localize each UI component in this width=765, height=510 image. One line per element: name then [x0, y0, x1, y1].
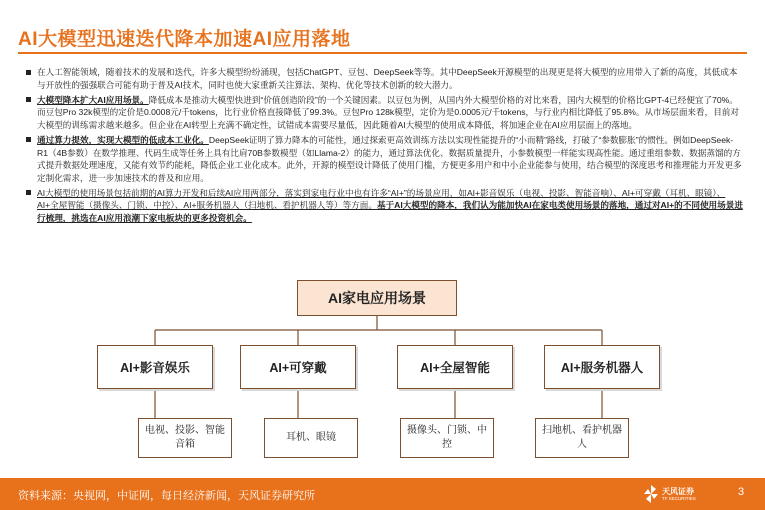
page-number: 3 — [738, 486, 745, 498]
footer-bar — [0, 478, 765, 510]
bullet-item — [26, 187, 744, 225]
leaf-box-wearable-items: 耳机、眼镜 — [264, 418, 358, 458]
bullet-square-icon — [26, 70, 31, 75]
bullet-list — [26, 66, 744, 227]
leaf-box-robot-items: 扫地机、看护机器人 — [535, 418, 629, 458]
bullet-text: AI大模型的使用场景包括前期的AI算力开发和后续AI应用两部分，落实到家电行业中也有许多“AI+”的场景应用，如AI+影音娱乐（电视、投影、智能音响）、AI+可穿戴（耳机、眼镜）、AI+全屋智能（摄像头、门锁、中控）、AI+服务机器人（扫地机、看护机器人等）等方面。 — [37, 187, 726, 211]
page-title: AI大模型迅速迭代降本加速AI应用落地 — [18, 29, 351, 50]
leaf-box-smart-home-items: 摄像头、门锁、中控 — [400, 418, 494, 458]
category-box-service-robot: AI+服务机器人 — [544, 345, 660, 389]
footer-source: 资料来源：央视网，中证网，每日经济新闻，天风证券研究所 — [18, 490, 315, 502]
bullet-square-icon — [26, 97, 31, 102]
category-box-wearable: AI+可穿戴 — [240, 345, 356, 389]
logo-name: 天风证券 — [662, 487, 694, 496]
bullet-square-icon — [26, 190, 31, 195]
diagram-root-box: AI家电应用场景 — [297, 280, 457, 316]
bullet-text: 降低成本是推动大模型快进到“价值创造阶段”的一个关键因素。以豆包为例，从国内外大模型价格的对比来看，国内大模型的价格比GPT-4已经便宜了70%。而豆包Pro 32k模型的定价是0.0008元/千tokens，比行业价格直接降低了99.3%。豆包Pro 128k模型，定价为是0.0005元/千tokens，与行业内相比降低了95.8%。从市场层面来看，目前对大模型的训练需求越来越多。但企业在AI转型上充满不确定性，试错成本需要尽量低，因此随着AI大模型的使用成本降低，将加速企业在AI应用层面上的落地。 — [37, 94, 739, 130]
bullet-text: 在人工智能领域，随着技术的发展和迭代，许多大模型纷纷涌现，包括ChatGPT、豆包、DeepSeek等等。其中DeepSeek开源模型的出现更是将大模型的应用带入了新的高度，其低成本与开放性的强强联合可能有助于普及AI技术，同时也使大家重新关注算法、架构、优化等技术创新的较大潜力。 — [37, 67, 738, 90]
bullet-item — [26, 94, 744, 132]
bullet-lead: 通过算力提效，实现大模型的低成本工业化。 — [37, 134, 209, 145]
pinwheel-icon — [643, 484, 659, 504]
category-box-av-entertainment: AI+影音娱乐 — [97, 345, 213, 389]
logo-subtitle: TF SECURITIES — [662, 496, 696, 501]
bullet-item — [26, 134, 744, 184]
bullet-conclusion: 基于AI大模型的降本，我们认为能加快AI在家电类使用场景的落地，通过对AI+的不同使用场景进行梳理，挑选在AI应用浪潮下家电板块的更多投资机会。 — [37, 200, 743, 224]
bullet-lead: 大模型降本扩大AI应用场景。 — [37, 94, 149, 105]
bullet-item — [26, 66, 744, 91]
company-logo — [643, 484, 703, 506]
leaf-box-av-items: 电视、投影、智能音箱 — [138, 418, 232, 458]
bullet-text: DeepSeek证明了算力降本的可能性，通过探索更高效训练方法以实现性能提升的“小而精”路线，打破了“参数膨胀”的惯性。例如DeepSeek-R1（4B参数）在数学推理、代码生成等任务上具有比肩70B参数模型（如Llama-2）的能力，通过算法优化、数据质量提升，小参数模型一样能实现高性能。通过重组参数、数据蒸馏的方式提升数据处理速度，又能有效节约能耗，降低企业工业化成本。此外，开源的模型设计降低了使用门槛，方便更多用户和中小企业能参与使用，结合模型的深度思考和推理能力开发更多定制化需求，进一步加速技术的普及和应用。 — [37, 134, 742, 183]
bullet-square-icon — [26, 137, 31, 142]
category-box-smart-home: AI+全屋智能 — [397, 345, 513, 389]
title-divider — [18, 52, 747, 54]
